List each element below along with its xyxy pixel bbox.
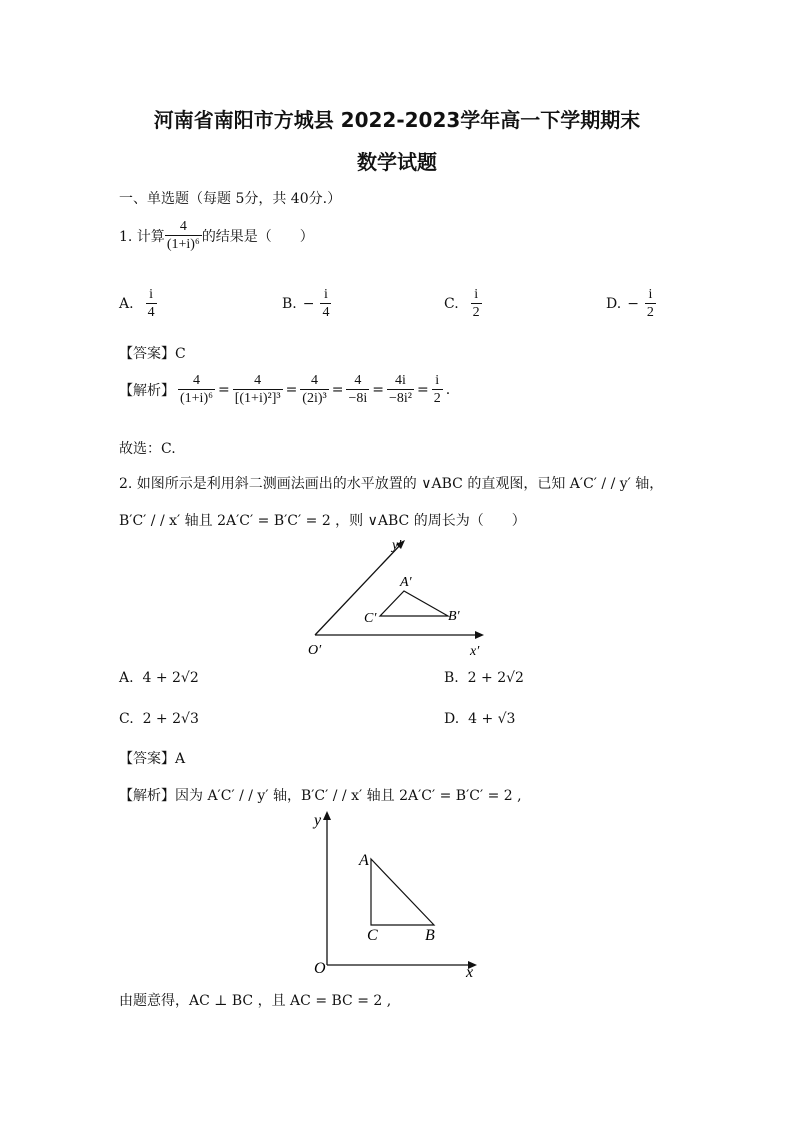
q1-conclusion: 故选：C.: [119, 441, 176, 457]
option-num: i: [474, 287, 479, 302]
label-o-prime: O′: [308, 643, 322, 658]
option-den: 4: [322, 305, 330, 320]
triangle-abc-prime: [380, 591, 448, 616]
original-triangle-figure: [305, 805, 485, 985]
option-num: i: [648, 287, 653, 302]
label-o: O: [314, 960, 326, 977]
label-a: A: [359, 852, 369, 869]
label-c: C: [367, 927, 378, 944]
q2-option-c: [119, 711, 199, 727]
label-y-prime: y′: [392, 538, 402, 553]
option-num: i: [149, 287, 153, 302]
option-den: 4: [147, 305, 155, 320]
q2-option-b: [444, 670, 524, 686]
label-y: y: [314, 812, 322, 829]
section-heading: 一、单选题（每题 5分，共 40分.）: [119, 191, 342, 207]
option-label: C.: [444, 295, 459, 312]
y-prime-axis: [315, 542, 403, 635]
option-label: B.: [282, 295, 297, 312]
label-x: x: [466, 964, 474, 981]
step-1: $\frac{4}{\text{(1+i)⁶}}$: [180, 373, 213, 406]
option-label: D.: [606, 295, 622, 312]
step-2: $\frac{4}{\text{[(1+i)²]³}}$: [234, 373, 281, 406]
option-label: C.: [119, 711, 134, 727]
option-sign: −: [302, 295, 315, 312]
option-text: 4 + 2√2: [142, 670, 199, 686]
equals-sign: =: [218, 381, 230, 398]
q1-option-a: [119, 286, 157, 321]
analysis-label: 【解析】: [119, 382, 175, 399]
q1-fraction: [165, 218, 202, 253]
option-den: 2: [472, 305, 480, 320]
option-num: i: [324, 287, 328, 302]
q1-answer: 【答案】C: [119, 346, 186, 362]
option-label: B.: [444, 670, 459, 686]
arrow-head-icon: [475, 631, 484, 639]
equals-sign: =: [285, 381, 298, 398]
title-line-2: 数学试题: [357, 150, 437, 174]
arrow-head-icon: [323, 811, 331, 820]
label-b-prime: B′: [448, 609, 460, 624]
label-c-prime: C′: [364, 611, 377, 626]
option-label: D.: [444, 711, 460, 727]
q2-analysis: 【解析】因为 A′C′ / / y′ 轴，B′C′ / / x′ 轴且 2A′C′ = B′C′ = 2 ,: [119, 788, 522, 804]
q1-prefix: 1. 计算: [119, 228, 165, 245]
equals-sign: =: [416, 381, 429, 398]
q1-option-b: [282, 286, 331, 321]
option-label: A.: [119, 670, 134, 686]
q1-analysis: [119, 372, 450, 407]
option-den: 2: [646, 305, 654, 320]
option-text: 2 + 2√2: [467, 670, 524, 686]
q1-option-c: [444, 286, 482, 321]
label-x-prime: x′: [470, 644, 480, 659]
equals-sign: =: [372, 381, 384, 398]
end-dot: .: [445, 381, 451, 398]
q2-option-d: [444, 711, 515, 727]
option-label: A.: [119, 295, 134, 312]
q2-line-2: B′C′ / / x′ 轴且 2A′C′ = B′C′ = 2 ，则 ∨ABC 的周长为（ ）: [119, 513, 526, 529]
step-6: $\frac{i}{2}$: [433, 373, 441, 406]
label-b: B: [425, 927, 435, 944]
question-1: [119, 218, 314, 253]
oblique-drawing-figure: [300, 530, 500, 660]
option-text: 2 + 2√3: [142, 711, 199, 727]
step-4: $\frac{4}{-8i}$: [348, 373, 368, 406]
q2-answer: 【答案】A: [119, 751, 186, 767]
q1-option-d: [606, 286, 656, 321]
q1-suffix: 的结果是（ ）: [201, 228, 314, 245]
title-line-1: 河南省南阳市方城县 2022-2023学年高一下学期期末: [153, 108, 641, 132]
q2-option-a: [119, 670, 199, 686]
option-sign: −: [627, 295, 639, 312]
step-5: $\frac{4i}{\text{−8i²}}$: [388, 373, 412, 406]
triangle-abc: [371, 859, 434, 925]
q2-conclusion: 由题意得，AC ⊥ BC ，且 AC = BC = 2 ,: [119, 993, 392, 1009]
q1-frac-den: (1+i)⁶: [166, 237, 200, 252]
q1-frac-num: 4: [179, 219, 187, 234]
q2-line-1: 2. 如图所示是利用斜二测画法画出的水平放置的 ∨ABC 的直观图，已知 A′C′ / / y′ 轴，: [119, 476, 664, 492]
equals-sign: =: [331, 381, 344, 398]
step-3: $\frac{4}{\text{(2i)³}}$: [302, 373, 327, 406]
label-a-prime: A′: [400, 575, 412, 590]
option-text: 4 + √3: [468, 711, 516, 727]
